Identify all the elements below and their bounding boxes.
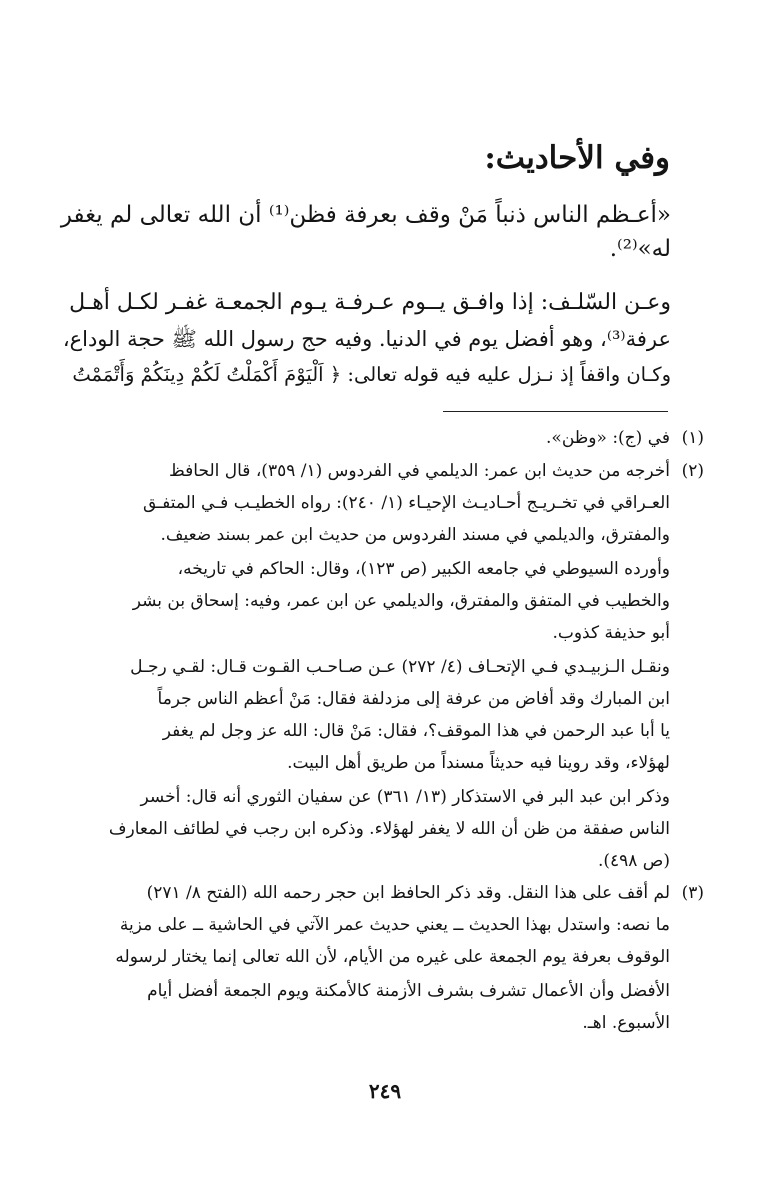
footnote-3-line: الأفضل وأن الأعمال تشرف بشرف الأزمنة كالأمكنة ويوم الجمعة أفضل أيام <box>147 981 670 1001</box>
footnote-2-line: أبو حذيفة كذوب. <box>552 623 670 643</box>
footnote-3-line: الأسبوع. اهـ. <box>582 1013 670 1033</box>
footnote-2-line: وذكر ابن عبد البر في الاستذكار (١٣/ ٣٦١) عن سفيان الثوري أنه قال: أخسر <box>140 787 670 807</box>
section-heading: وفي الأحاديث: <box>484 140 670 176</box>
footnote-2-line: الناس صفقة من ظن أن الله لا يغفر لهؤلاء. وذكره ابن رجب في لطائف المعارف <box>108 819 670 839</box>
footnote-2-line: يا أبا عبد الرحمن في هذا الموقف؟، فقال: مَنْ قال: الله عز وجل لم يغفر <box>162 721 670 741</box>
footnote-2-line: لهؤلاء، وقد روينا فيه حديثاً مسنداً من طريق أهل البيت. <box>287 753 670 773</box>
footnote-3-line: لم أقف على هذا النقل. وقد ذكر الحافظ ابن حجر رحمه الله (الفتح ٨/ ٢٧١) <box>146 883 670 903</box>
footnote-2-line: العـراقي في تخـريـج أحـاديـث الإحيـاء (١/ ٢٤٠): رواه الخطيـب فـي المتفـق <box>143 493 670 513</box>
paragraph-line-1: وعـن السّلـف: إذا وافـق يــوم عـرفـة يـوم الجمعـة غفـر لكـل أهـل <box>69 290 671 315</box>
footnote-2-line: ابن المبارك وقد أفاض من عرفة إلى مزدلفة فقال: مَنْ أعظم الناس جرماً <box>157 689 670 709</box>
page-number: ٢٤٩ <box>368 1079 402 1103</box>
footnote-2-line: وأورده السيوطي في جامعه الكبير (ص ١٢٣)، وقال: الحاكم في تاريخه، <box>177 559 670 579</box>
footnote-3-line: الوقوف بعرفة يوم الجمعة على غيره من الأيام، لأن الله تعالى إنما يختار لرسوله <box>115 947 670 967</box>
footnote-1-line: في (ج): «وظن». <box>546 428 670 448</box>
footnote-2-line: والخطيب في المتفق والمفترق، والديلمي عن ابن عمر، وفيه: إسحاق بن بشر <box>132 591 670 611</box>
footnote-2-line: (ص ٤٩٨). <box>597 851 670 871</box>
footnote-separator <box>443 411 668 412</box>
footnote-number-1: (١) <box>681 428 704 448</box>
footnote-number-2: (٢) <box>681 461 704 481</box>
paragraph-line-3: وكـان واقفاً إذ نـزل عليه فيه قوله تعالى: ﴿ اَلْيَوْمَ أَكْمَلْتُ لَكُمْ دِينَكُمْ وَأَتْمَمْتُ <box>72 363 671 386</box>
footnote-2-line: والمفترق، والديلمي في مسند الفردوس من حديث ابن عمر بسند ضعيف. <box>160 525 670 545</box>
footnote-2-line: ونقـل الـزبيـدي فـي الإتحـاف (٤/ ٢٧٢) عـن صـاحـب القـوت قـال: لقـي رجـل <box>130 657 670 677</box>
footnote-3-line: ما نصه: واستدل بهذا الحديث ــ يعني حديث عمر الآتي في الحاشية ــ على مزية <box>119 915 670 935</box>
footnote-2-line: أخرجه من حديث ابن عمر: الديلمي في الفردوس (١/ ٣٥٩)، قال الحافظ <box>169 461 670 481</box>
hadith-line-2: له»⁽²⁾. <box>609 236 671 262</box>
footnote-number-3: (٣) <box>681 883 704 903</box>
paragraph-line-2: عرفة⁽³⁾، وهو أفضل يوم في الدنيا. وفيه حج رسول الله ﷺ حجة الوداع، <box>62 327 671 351</box>
hadith-line-1: «أعـظم الناس ذنباً مَنْ وقف بعرفة فظن⁽¹⁾ أن الله تعالى لم يغفر <box>60 202 671 228</box>
